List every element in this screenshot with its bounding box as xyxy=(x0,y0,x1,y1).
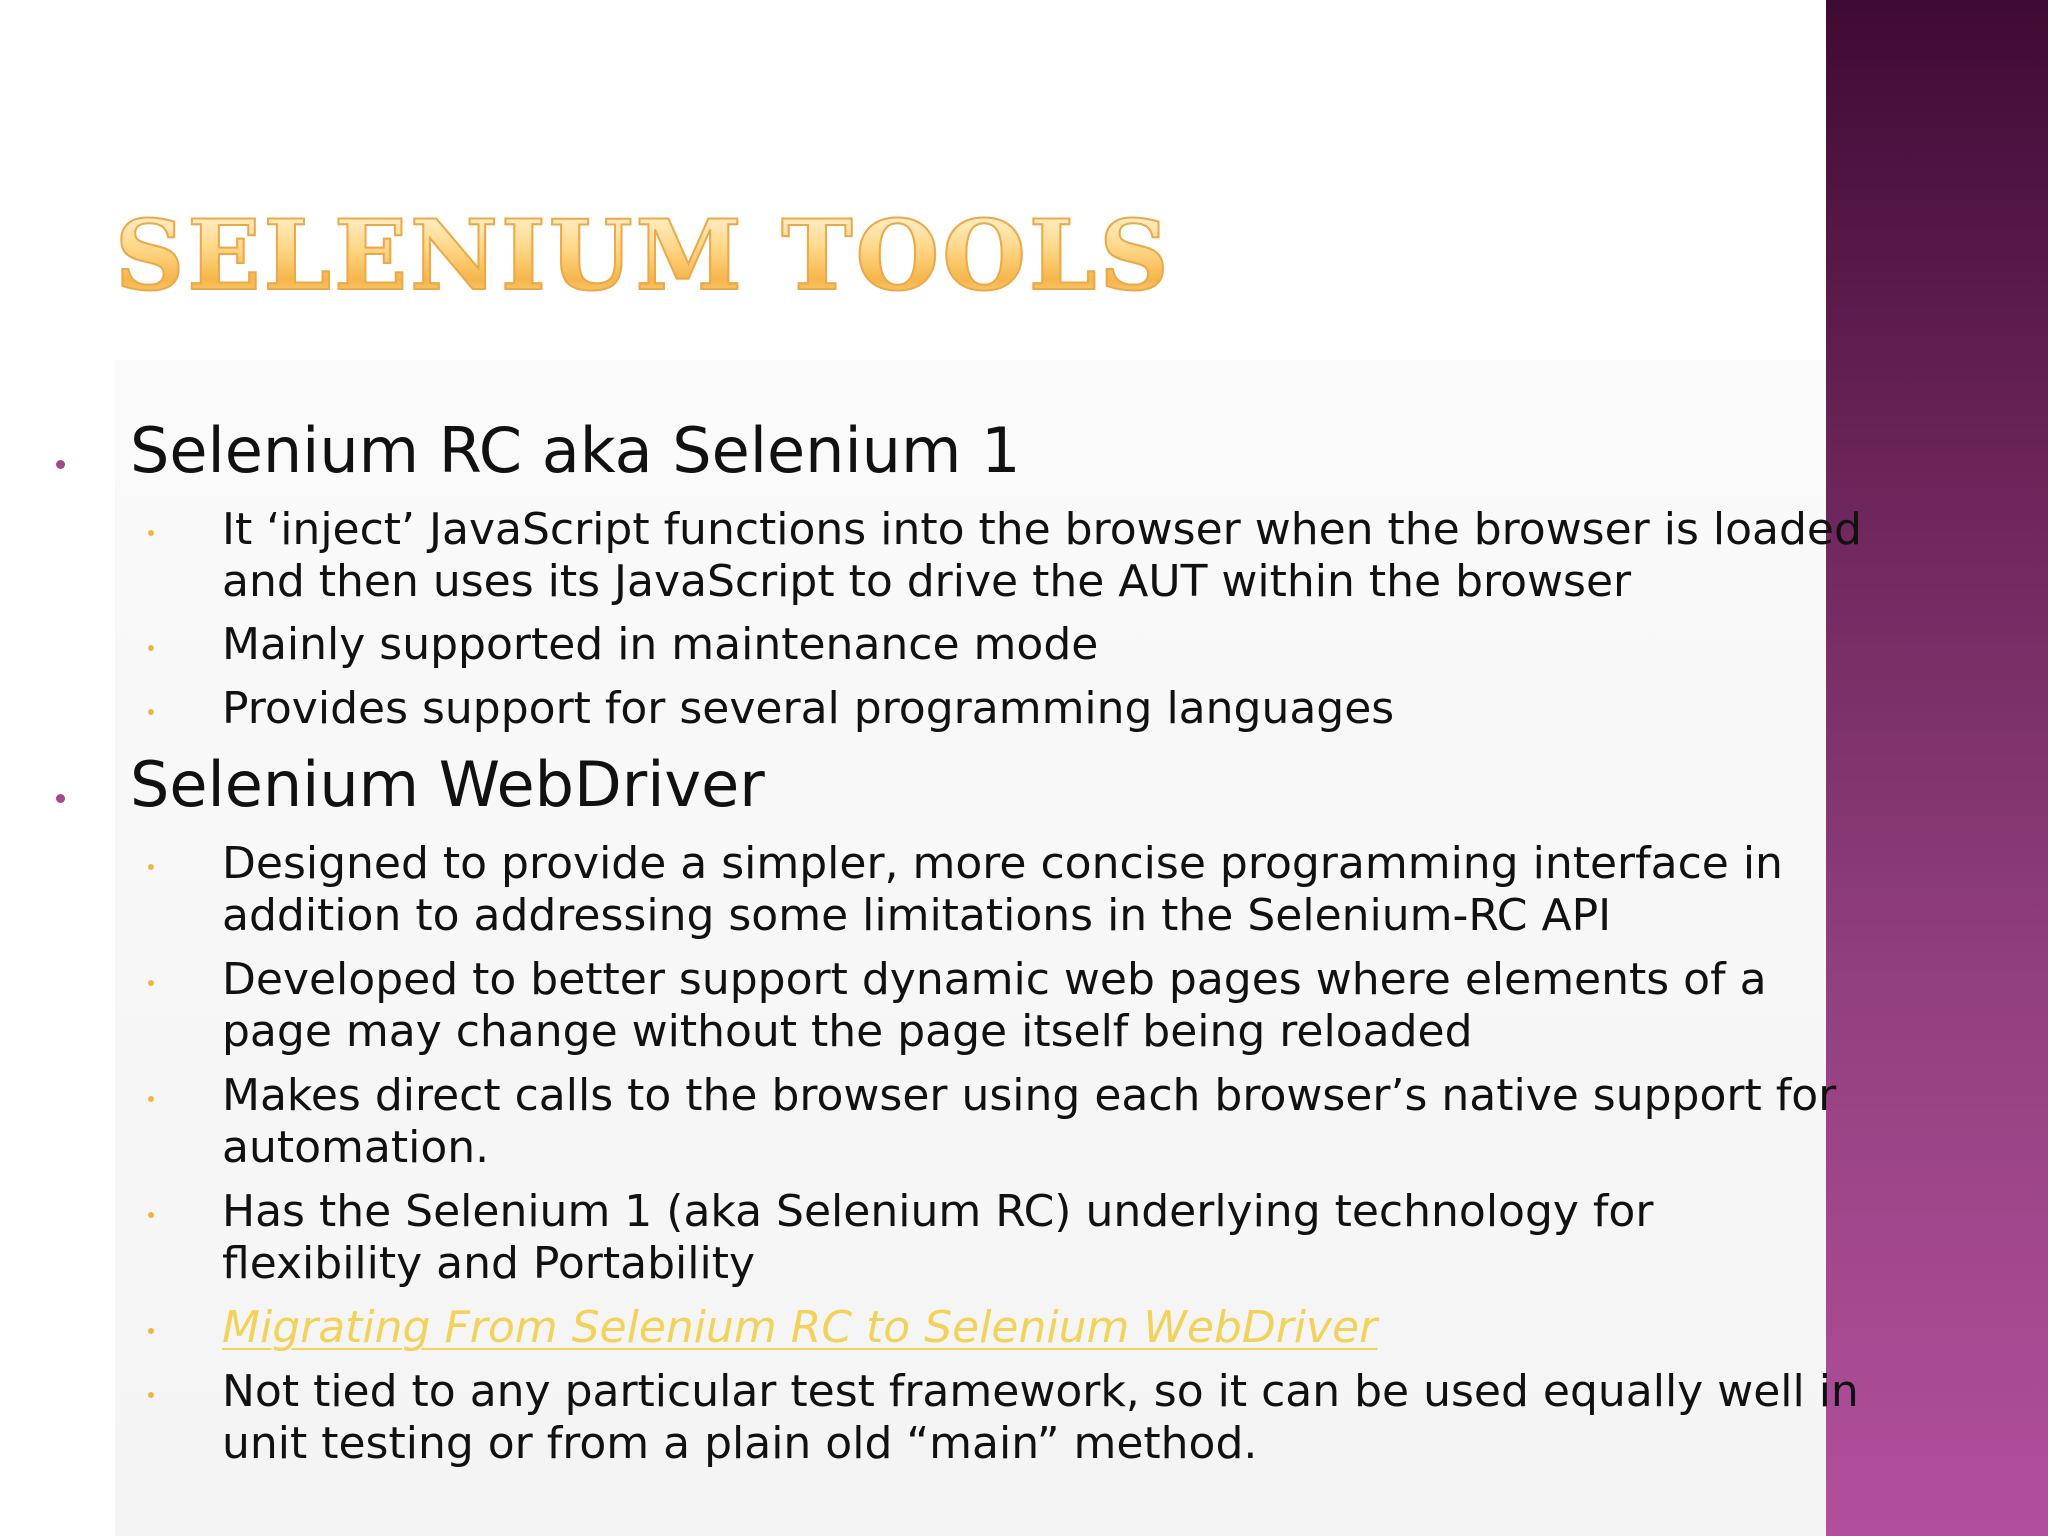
slide-title: SELENIUM TOOLS xyxy=(115,199,1172,312)
bullet-dot xyxy=(148,1212,154,1218)
bullet-dot xyxy=(148,1328,154,1334)
bullet-dot xyxy=(148,709,154,715)
list-item-text: Developed to better support dynamic web pages where elements of a page may change without the page itself being reloaded xyxy=(222,954,1767,1057)
bullet-dot xyxy=(56,460,65,469)
bullet-dot xyxy=(148,864,154,870)
bullet-dot xyxy=(148,980,154,986)
list-item-text: Makes direct calls to the browser using each browser’s native support for automation. xyxy=(222,1070,1837,1173)
bullet-dot xyxy=(56,794,65,803)
list-item-text: Not tied to any particular test framework, so it can be used equally well in unit testing or from a plain old “main” method. xyxy=(222,1366,1859,1469)
bullet-dot xyxy=(148,530,154,536)
list-item-text: Designed to provide a simpler, more concise programming interface in addition to addressing some limitations in the Selenium-RC API xyxy=(222,838,1783,941)
list-item-text: Mainly supported in maintenance mode xyxy=(222,619,1099,670)
list-item-text: It ‘inject’ JavaScript functions into the browser when the browser is loaded and then uses its JavaScript to drive the AUT within the browser xyxy=(222,504,1862,607)
section-heading-text: Selenium RC aka Selenium 1 xyxy=(130,414,1021,487)
bullet-dot xyxy=(148,645,154,651)
section-heading-text: Selenium WebDriver xyxy=(130,748,765,821)
list-item-text: Has the Selenium 1 (aka Selenium RC) underlying technology for flexibility and Portability xyxy=(222,1186,1654,1289)
bullet-dot xyxy=(148,1096,154,1102)
migration-link[interactable]: Migrating From Selenium RC to Selenium WebDriver xyxy=(222,1302,1378,1353)
list-item-text: Provides support for several programming languages xyxy=(222,683,1395,734)
bullet-dot xyxy=(148,1392,154,1398)
